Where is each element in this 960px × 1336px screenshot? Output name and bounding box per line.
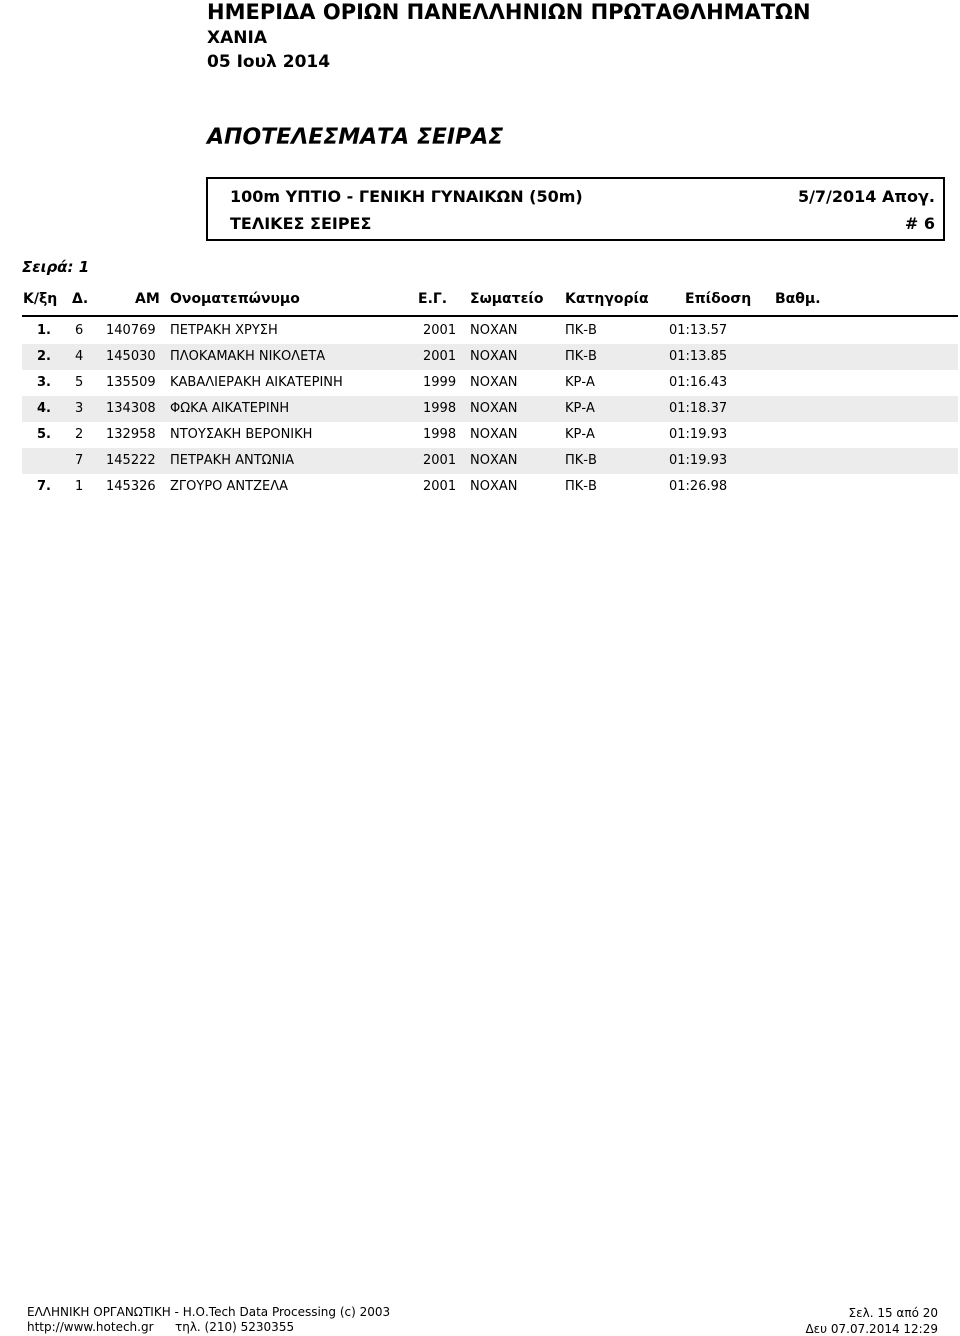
table-row <box>22 396 958 422</box>
row-am: 145222 <box>106 453 156 468</box>
event-name: 100m ΥΠΤΙΟ - ΓΕΝΙΚΗ ΓΥΝΑΙΚΩΝ (50m) <box>230 187 583 206</box>
row-name: ΦΩΚΑ ΑΙΚΑΤΕΡΙΝΗ <box>170 401 290 416</box>
col-points: Βαθμ. <box>775 291 821 307</box>
row-am: 135509 <box>106 375 156 390</box>
header-divider <box>22 315 958 317</box>
row-club: ΝΟΧΑΝ <box>470 479 518 494</box>
row-lane: 2 <box>75 427 84 442</box>
row-lane: 6 <box>75 323 84 338</box>
meet-city: ΧΑΝΙΑ <box>207 28 267 48</box>
row-category: ΚΡ-Α <box>565 427 595 442</box>
row-yob: 1998 <box>423 427 457 442</box>
row-club: ΝΟΧΑΝ <box>470 453 518 468</box>
row-category: ΠΚ-Β <box>565 453 597 468</box>
row-category: ΠΚ-Β <box>565 323 597 338</box>
col-rank: Κ/ξη <box>23 291 58 307</box>
meet-title: ΗΜΕΡΙΔΑ ΟΡΙΩΝ ΠΑΝΕΛΛΗΝΙΩΝ ΠΡΩΤΑΘΛΗΜΑΤΩΝ <box>207 0 811 24</box>
row-club: ΝΟΧΑΝ <box>470 401 518 416</box>
event-box <box>206 177 945 241</box>
col-club: Σωματείο <box>470 291 544 307</box>
row-am: 140769 <box>106 323 156 338</box>
row-lane: 3 <box>75 401 84 416</box>
row-rank: 2. <box>37 349 51 364</box>
footer-page: Σελ. 15 από 20 <box>848 1306 938 1320</box>
row-name: ΠΛΟΚΑΜΑΚΗ ΝΙΚΟΛΕΤΑ <box>170 349 326 364</box>
row-time: 01:16.43 <box>669 375 728 390</box>
row-category: ΠΚ-Β <box>565 349 597 364</box>
results-title: ΑΠΟΤΕΛΕΣΜΑΤΑ ΣΕΙΡΑΣ <box>207 125 504 150</box>
col-yob: Ε.Γ. <box>418 291 448 307</box>
row-category: ΚΡ-Α <box>565 401 595 416</box>
row-time: 01:13.85 <box>669 349 728 364</box>
row-yob: 2001 <box>423 349 457 364</box>
row-rank: 3. <box>37 375 51 390</box>
row-lane: 5 <box>75 375 84 390</box>
row-category: ΚΡ-Α <box>565 375 595 390</box>
footer-printed: Δευ 07.07.2014 12:29 <box>805 1322 938 1336</box>
table-row <box>22 344 958 370</box>
row-yob: 2001 <box>423 323 457 338</box>
row-club: ΝΟΧΑΝ <box>470 375 518 390</box>
row-am: 145030 <box>106 349 156 364</box>
col-lane: Δ. <box>72 291 89 307</box>
row-yob: 2001 <box>423 453 457 468</box>
row-club: ΝΟΧΑΝ <box>470 349 518 364</box>
row-name: ΚΑΒΑΛΙΕΡΑΚΗ ΑΙΚΑΤΕΡΙΝΗ <box>170 375 343 390</box>
row-time: 01:18.37 <box>669 401 728 416</box>
row-rank: 1. <box>37 323 51 338</box>
row-club: ΝΟΧΑΝ <box>470 323 518 338</box>
col-category: Κατηγορία <box>565 291 649 307</box>
event-stage: ΤΕΛΙΚΕΣ ΣΕΙΡΕΣ <box>230 214 372 233</box>
heat-label: Σειρά: 1 <box>22 258 90 276</box>
row-am: 134308 <box>106 401 156 416</box>
row-rank: 7. <box>37 479 51 494</box>
col-time: Επίδοση <box>685 291 752 307</box>
row-rank: 4. <box>37 401 51 416</box>
footer-url[interactable]: http://www.hotech.gr <box>27 1320 154 1334</box>
row-time: 01:19.93 <box>669 453 728 468</box>
event-number: # 6 <box>904 214 935 233</box>
row-name: ΖΓΟΥΡΟ ΑΝΤΖΕΛΑ <box>170 479 288 494</box>
meet-date: 05 Ιουλ 2014 <box>207 52 331 72</box>
col-name: Ονοματεπώνυμο <box>170 291 300 307</box>
row-lane: 4 <box>75 349 84 364</box>
row-rank: 5. <box>37 427 51 442</box>
row-time: 01:13.57 <box>669 323 728 338</box>
row-lane: 1 <box>75 479 84 494</box>
row-yob: 1998 <box>423 401 457 416</box>
table-row <box>22 370 958 396</box>
row-yob: 2001 <box>423 479 457 494</box>
table-row <box>22 448 958 474</box>
row-category: ΠΚ-Β <box>565 479 597 494</box>
footer-phone: τηλ. (210) 5230355 <box>175 1320 295 1334</box>
row-time: 01:26.98 <box>669 479 728 494</box>
col-am: ΑΜ <box>135 291 160 307</box>
row-am: 145326 <box>106 479 156 494</box>
row-lane: 7 <box>75 453 84 468</box>
row-club: ΝΟΧΑΝ <box>470 427 518 442</box>
row-yob: 1999 <box>423 375 457 390</box>
footer-org: ΕΛΛΗΝΙΚΗ ΟΡΓΑΝΩΤΙΚΗ - Η.Ο.Tech Data Processing (c) 2003 <box>27 1305 391 1319</box>
row-name: ΝΤΟΥΣΑΚΗ ΒΕΡΟΝΙΚΗ <box>170 427 313 442</box>
table-row <box>22 422 958 448</box>
row-name: ΠΕΤΡΑΚΗ ΑΝΤΩΝΙΑ <box>170 453 295 468</box>
table-row <box>22 474 958 500</box>
row-name: ΠΕΤΡΑΚΗ ΧΡΥΣΗ <box>170 323 278 338</box>
event-date-session: 5/7/2014 Απογ. <box>797 187 935 206</box>
row-am: 132958 <box>106 427 156 442</box>
table-row <box>22 318 958 344</box>
row-time: 01:19.93 <box>669 427 728 442</box>
